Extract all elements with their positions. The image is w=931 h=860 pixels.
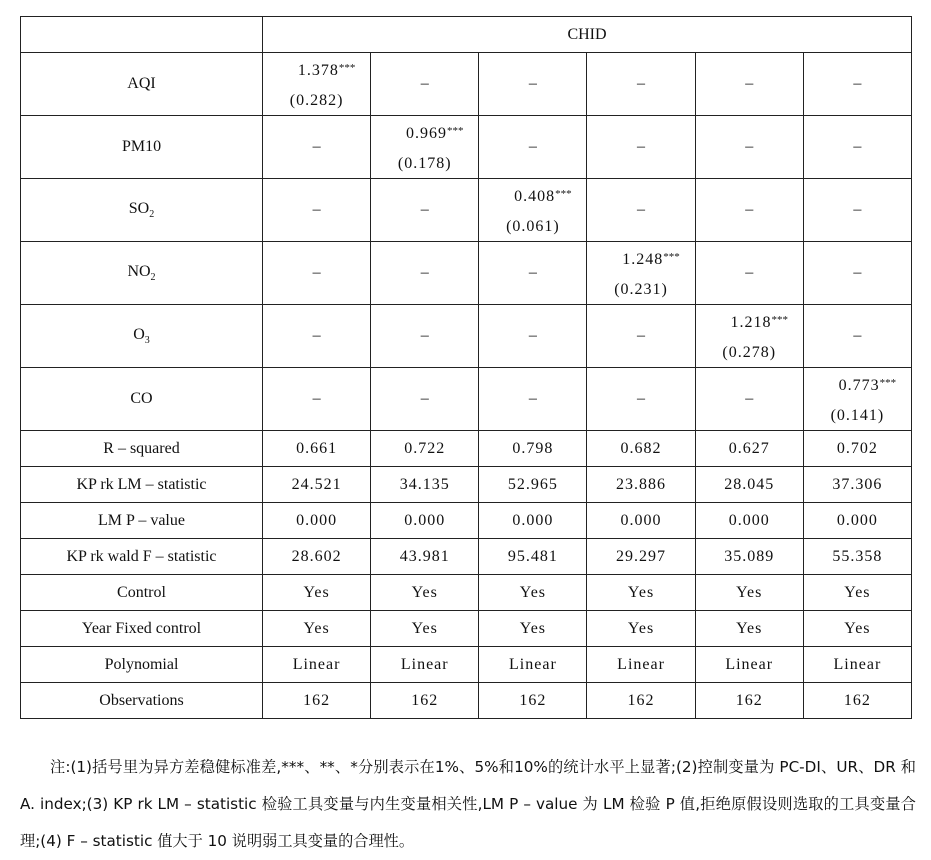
- dash-placeholder: –: [312, 138, 321, 155]
- empty-coefficient-cell: [803, 53, 911, 116]
- empty-coefficient-cell: [263, 179, 371, 242]
- statistic-cell: 23.886: [587, 467, 695, 503]
- row-label-subscript: 2: [150, 272, 156, 284]
- statistic-cell: 0.000: [479, 503, 587, 539]
- statistic-cell: 95.481: [479, 539, 587, 575]
- dash-placeholder: –: [528, 138, 537, 155]
- significance-stars: ***: [771, 313, 788, 326]
- standard-error: (0.141): [830, 406, 885, 424]
- row-label: [21, 179, 263, 242]
- statistic-cell: 0.682: [587, 431, 695, 467]
- empty-coefficient-cell: [371, 305, 479, 368]
- significance-stars: ***: [338, 61, 356, 74]
- standard-error: (0.282): [289, 91, 344, 109]
- header-row: [21, 17, 912, 53]
- standard-error: (0.061): [506, 217, 560, 235]
- row-label: [21, 116, 263, 179]
- estimate-value: 0.969: [405, 124, 447, 142]
- empty-coefficient-cell: [263, 116, 371, 179]
- coefficient-cell: [371, 116, 479, 179]
- statistic-cell: 28.045: [695, 467, 803, 503]
- statistic-cell: 0.000: [263, 503, 371, 539]
- empty-coefficient-cell: [587, 179, 695, 242]
- statistic-cell: Linear: [479, 647, 587, 683]
- empty-coefficient-cell: [479, 53, 587, 116]
- coefficient-estimate: [706, 310, 813, 333]
- row-label: [21, 368, 263, 431]
- statistic-cell: 162: [263, 683, 371, 719]
- statistic-cell: Yes: [803, 611, 911, 647]
- row-label: [21, 242, 263, 305]
- dependent-variable-header: CHID: [263, 17, 912, 53]
- dash-placeholder: –: [528, 264, 537, 281]
- standard-error: (0.231): [614, 280, 668, 298]
- dash-placeholder: –: [637, 75, 646, 92]
- estimate-value: 1.378: [297, 61, 339, 79]
- row-label-main: AQI: [127, 75, 156, 92]
- dash-placeholder: –: [853, 75, 862, 92]
- dash-placeholder: –: [853, 201, 862, 218]
- empty-coefficient-cell: [587, 305, 695, 368]
- row-label: Polynomial: [21, 647, 263, 683]
- statistic-row: [21, 575, 912, 611]
- statistic-cell: 55.358: [803, 539, 911, 575]
- statistic-cell: Yes: [587, 611, 695, 647]
- standard-error: (0.278): [722, 343, 777, 361]
- statistic-cell: 0.000: [803, 503, 911, 539]
- empty-coefficient-cell: [695, 116, 803, 179]
- empty-coefficient-cell: [263, 305, 371, 368]
- row-label: LM P – value: [21, 503, 263, 539]
- dash-placeholder: –: [745, 75, 754, 92]
- statistic-cell: Yes: [479, 575, 587, 611]
- dash-placeholder: –: [420, 201, 429, 218]
- statistic-row: [21, 611, 912, 647]
- empty-coefficient-cell: [263, 242, 371, 305]
- statistic-cell: Linear: [263, 647, 371, 683]
- estimate-value: 1.218: [730, 313, 772, 331]
- statistic-row: [21, 683, 912, 719]
- coefficient-estimate: [381, 121, 488, 144]
- statistic-cell: 0.000: [695, 503, 803, 539]
- coefficient-block: [479, 184, 586, 237]
- statistic-cell: 37.306: [803, 467, 911, 503]
- empty-coefficient-cell: [371, 368, 479, 431]
- statistic-row: [21, 431, 912, 467]
- empty-coefficient-cell: [695, 368, 803, 431]
- coef-row: [21, 116, 912, 179]
- statistic-cell: 29.297: [587, 539, 695, 575]
- statistic-cell: Linear: [371, 647, 479, 683]
- coef-row: [21, 179, 912, 242]
- significance-stars: ***: [879, 376, 897, 389]
- row-label: Control: [21, 575, 263, 611]
- statistic-row: [21, 467, 912, 503]
- empty-coefficient-cell: [803, 179, 911, 242]
- empty-coefficient-cell: [587, 116, 695, 179]
- significance-stars: ***: [446, 124, 464, 137]
- statistic-cell: Linear: [587, 647, 695, 683]
- dash-placeholder: –: [312, 327, 321, 344]
- statistic-cell: 0.661: [263, 431, 371, 467]
- coefficient-cell: [587, 242, 695, 305]
- coef-row: [21, 53, 912, 116]
- dash-placeholder: –: [853, 138, 862, 155]
- statistic-cell: 0.627: [695, 431, 803, 467]
- coefficient-block: [371, 121, 478, 174]
- row-label: R – squared: [21, 431, 263, 467]
- statistic-cell: Linear: [695, 647, 803, 683]
- coefficient-block: [587, 247, 694, 300]
- statistic-cell: 162: [371, 683, 479, 719]
- row-label-subscript: 2: [149, 209, 155, 221]
- standard-error: (0.178): [397, 154, 452, 172]
- statistic-cell: Linear: [803, 647, 911, 683]
- coefficient-estimate: [273, 58, 380, 81]
- regression-table: [20, 16, 912, 719]
- coef-row: [21, 305, 912, 368]
- coefficient-estimate: [597, 247, 704, 270]
- dash-placeholder: –: [745, 138, 754, 155]
- statistic-cell: 52.965: [479, 467, 587, 503]
- row-label-main: NO: [127, 262, 151, 280]
- dash-placeholder: –: [745, 264, 754, 281]
- statistic-cell: 0.798: [479, 431, 587, 467]
- dash-placeholder: –: [312, 264, 321, 281]
- row-label: KP rk LM – statistic: [21, 467, 263, 503]
- empty-coefficient-cell: [371, 179, 479, 242]
- dash-placeholder: –: [528, 75, 537, 92]
- statistic-cell: 0.702: [803, 431, 911, 467]
- row-label-main: O: [133, 325, 145, 343]
- estimate-value: 1.248: [622, 250, 664, 268]
- coefficient-cell: [695, 305, 803, 368]
- row-label: Year Fixed control: [21, 611, 263, 647]
- dash-placeholder: –: [637, 390, 646, 407]
- header-empty-cell: [21, 17, 263, 53]
- row-label: [21, 53, 263, 116]
- row-label-subscript: 3: [144, 335, 150, 347]
- statistic-cell: 0.000: [587, 503, 695, 539]
- statistic-cell: Yes: [587, 575, 695, 611]
- estimate-value: 0.408: [514, 187, 556, 205]
- coefficient-cell: [479, 179, 587, 242]
- empty-coefficient-cell: [479, 305, 587, 368]
- significance-stars: ***: [555, 187, 572, 200]
- table-note: 注:(1)括号里为异方差稳健标准差,***、**、*分别表示在1%、5%和10%的统计水平上显著;(2)控制变量为 PC-DI、UR、DR 和 A. index;(3) KP rk LM – statistic 检验工具变量与内生变量相关性,LM P – value 为 LM 检验 P 值,拒绝原假设则选取的工具变量合理;(4) F – statistic 值大于 10 说明弱工具变量的合理性。: [20, 758, 916, 851]
- empty-coefficient-cell: [263, 368, 371, 431]
- dash-placeholder: –: [528, 390, 537, 407]
- dash-placeholder: –: [420, 390, 429, 407]
- empty-coefficient-cell: [479, 116, 587, 179]
- empty-coefficient-cell: [695, 242, 803, 305]
- significance-stars: ***: [663, 250, 680, 263]
- statistic-cell: 28.602: [263, 539, 371, 575]
- empty-coefficient-cell: [803, 116, 911, 179]
- row-label-main: SO: [128, 199, 150, 217]
- row-label: KP rk wald F – statistic: [21, 539, 263, 575]
- statistic-cell: Yes: [479, 611, 587, 647]
- estimate-value: 0.773: [838, 376, 880, 394]
- empty-coefficient-cell: [587, 53, 695, 116]
- dash-placeholder: –: [420, 264, 429, 281]
- row-label-main: PM10: [121, 138, 162, 155]
- statistic-cell: 34.135: [371, 467, 479, 503]
- dash-placeholder: –: [420, 75, 429, 92]
- statistic-cell: 35.089: [695, 539, 803, 575]
- empty-coefficient-cell: [803, 305, 911, 368]
- dash-placeholder: –: [853, 264, 862, 281]
- dash-placeholder: –: [312, 201, 321, 218]
- dash-placeholder: –: [637, 327, 646, 344]
- statistic-row: [21, 503, 912, 539]
- statistic-row: [21, 647, 912, 683]
- statistic-cell: 162: [695, 683, 803, 719]
- statistic-cell: 0.000: [371, 503, 479, 539]
- dash-placeholder: –: [528, 327, 537, 344]
- statistic-cell: Yes: [263, 611, 371, 647]
- empty-coefficient-cell: [695, 53, 803, 116]
- dash-placeholder: –: [745, 201, 754, 218]
- coef-row: [21, 242, 912, 305]
- empty-coefficient-cell: [371, 242, 479, 305]
- empty-coefficient-cell: [479, 368, 587, 431]
- dash-placeholder: –: [312, 390, 321, 407]
- empty-coefficient-cell: [371, 53, 479, 116]
- coefficient-estimate: [489, 184, 596, 207]
- coefficient-estimate: [814, 373, 921, 396]
- statistic-row: [21, 539, 912, 575]
- statistic-cell: Yes: [371, 575, 479, 611]
- dash-placeholder: –: [637, 138, 646, 155]
- statistic-cell: 43.981: [371, 539, 479, 575]
- statistic-cell: Yes: [371, 611, 479, 647]
- dash-placeholder: –: [745, 390, 754, 407]
- statistic-cell: Yes: [803, 575, 911, 611]
- empty-coefficient-cell: [587, 368, 695, 431]
- statistic-cell: 24.521: [263, 467, 371, 503]
- statistic-cell: 162: [479, 683, 587, 719]
- dash-placeholder: –: [853, 327, 862, 344]
- coefficient-block: [696, 310, 803, 363]
- statistic-cell: 0.722: [371, 431, 479, 467]
- empty-coefficient-cell: [695, 179, 803, 242]
- statistic-cell: Yes: [263, 575, 371, 611]
- coefficient-cell: [263, 53, 371, 116]
- row-label: [21, 305, 263, 368]
- dash-placeholder: –: [637, 201, 646, 218]
- row-label: Observations: [21, 683, 263, 719]
- statistic-cell: Yes: [695, 575, 803, 611]
- empty-coefficient-cell: [479, 242, 587, 305]
- statistic-cell: Yes: [695, 611, 803, 647]
- statistic-cell: 162: [803, 683, 911, 719]
- dash-placeholder: –: [420, 327, 429, 344]
- row-label-main: CO: [130, 390, 153, 407]
- coefficient-block: [804, 373, 911, 426]
- coefficient-cell: [803, 368, 911, 431]
- coef-row: [21, 368, 912, 431]
- statistic-cell: 162: [587, 683, 695, 719]
- coefficient-block: [263, 58, 370, 111]
- empty-coefficient-cell: [803, 242, 911, 305]
